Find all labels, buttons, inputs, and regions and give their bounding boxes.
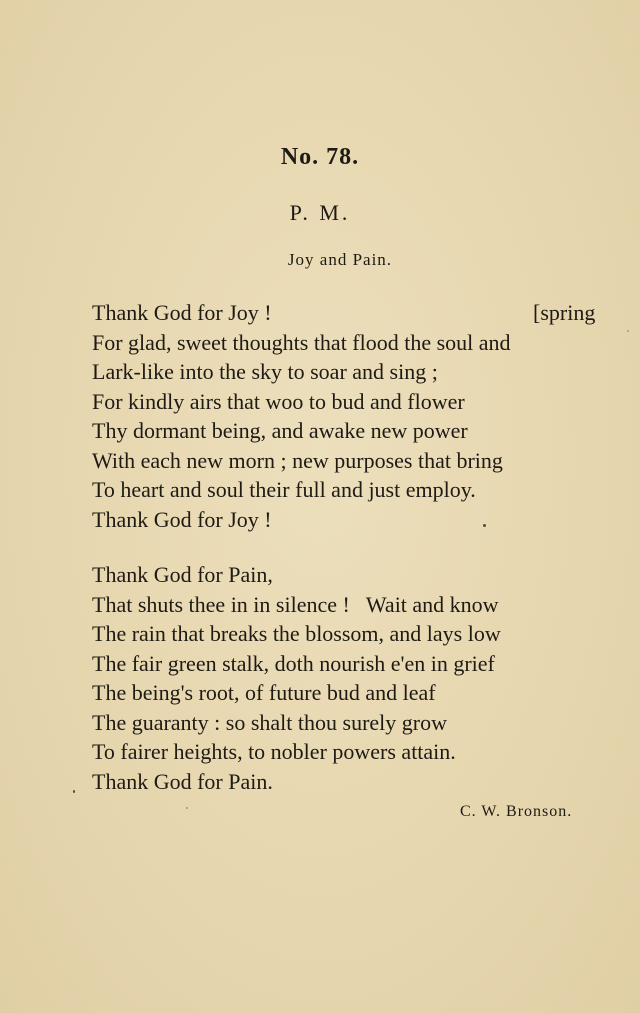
verse-line: Thank God for Joy ! <box>92 506 272 532</box>
verse-line-text: Thank God for Joy ! <box>92 300 272 325</box>
verse-line: The fair green stalk, doth nourish e'en in grief <box>92 650 495 676</box>
hymn-number: No. 78. <box>280 144 360 170</box>
verse-line: Thank God for Pain. <box>92 768 273 794</box>
hymn-title: Joy and Pain. <box>287 250 393 269</box>
verse-line: The rain that breaks the blossom, and lays low <box>92 621 501 646</box>
paper-speck <box>73 790 75 793</box>
verse-line: Thy dormant being, and awake new power <box>92 418 468 443</box>
paper-speck <box>186 807 188 809</box>
author-attribution: C. W. Bronson. <box>460 803 573 820</box>
verse-line: To fairer heights, to nobler powers attain. <box>92 739 456 764</box>
stanza-1 <box>92 298 612 534</box>
verse-line: For kindly airs that woo to bud and flower <box>92 388 465 414</box>
verse-line: That shuts thee in in silence ! Wait and know <box>92 591 499 617</box>
turnover-word: [spring <box>533 300 596 325</box>
paper-speck <box>483 524 486 527</box>
verse-line: For glad, sweet thoughts that flood the soul and <box>92 329 511 355</box>
stanza-2 <box>92 560 612 796</box>
verse-line: The being's root, of future bud and leaf <box>92 680 436 705</box>
verse-line: The guaranty : so shalt thou surely grow <box>92 709 447 735</box>
verse-line: Thank God for Pain, <box>92 562 273 587</box>
paper-speck <box>627 330 629 332</box>
verse-line: With each new morn ; new purposes that bring <box>92 447 503 473</box>
hymn-meter: P. M. <box>289 200 351 225</box>
verse-line: To heart and soul their full and just employ. <box>92 477 476 502</box>
verse-line <box>92 298 612 328</box>
verse-line: Lark-like into the sky to soar and sing ; <box>92 359 438 384</box>
